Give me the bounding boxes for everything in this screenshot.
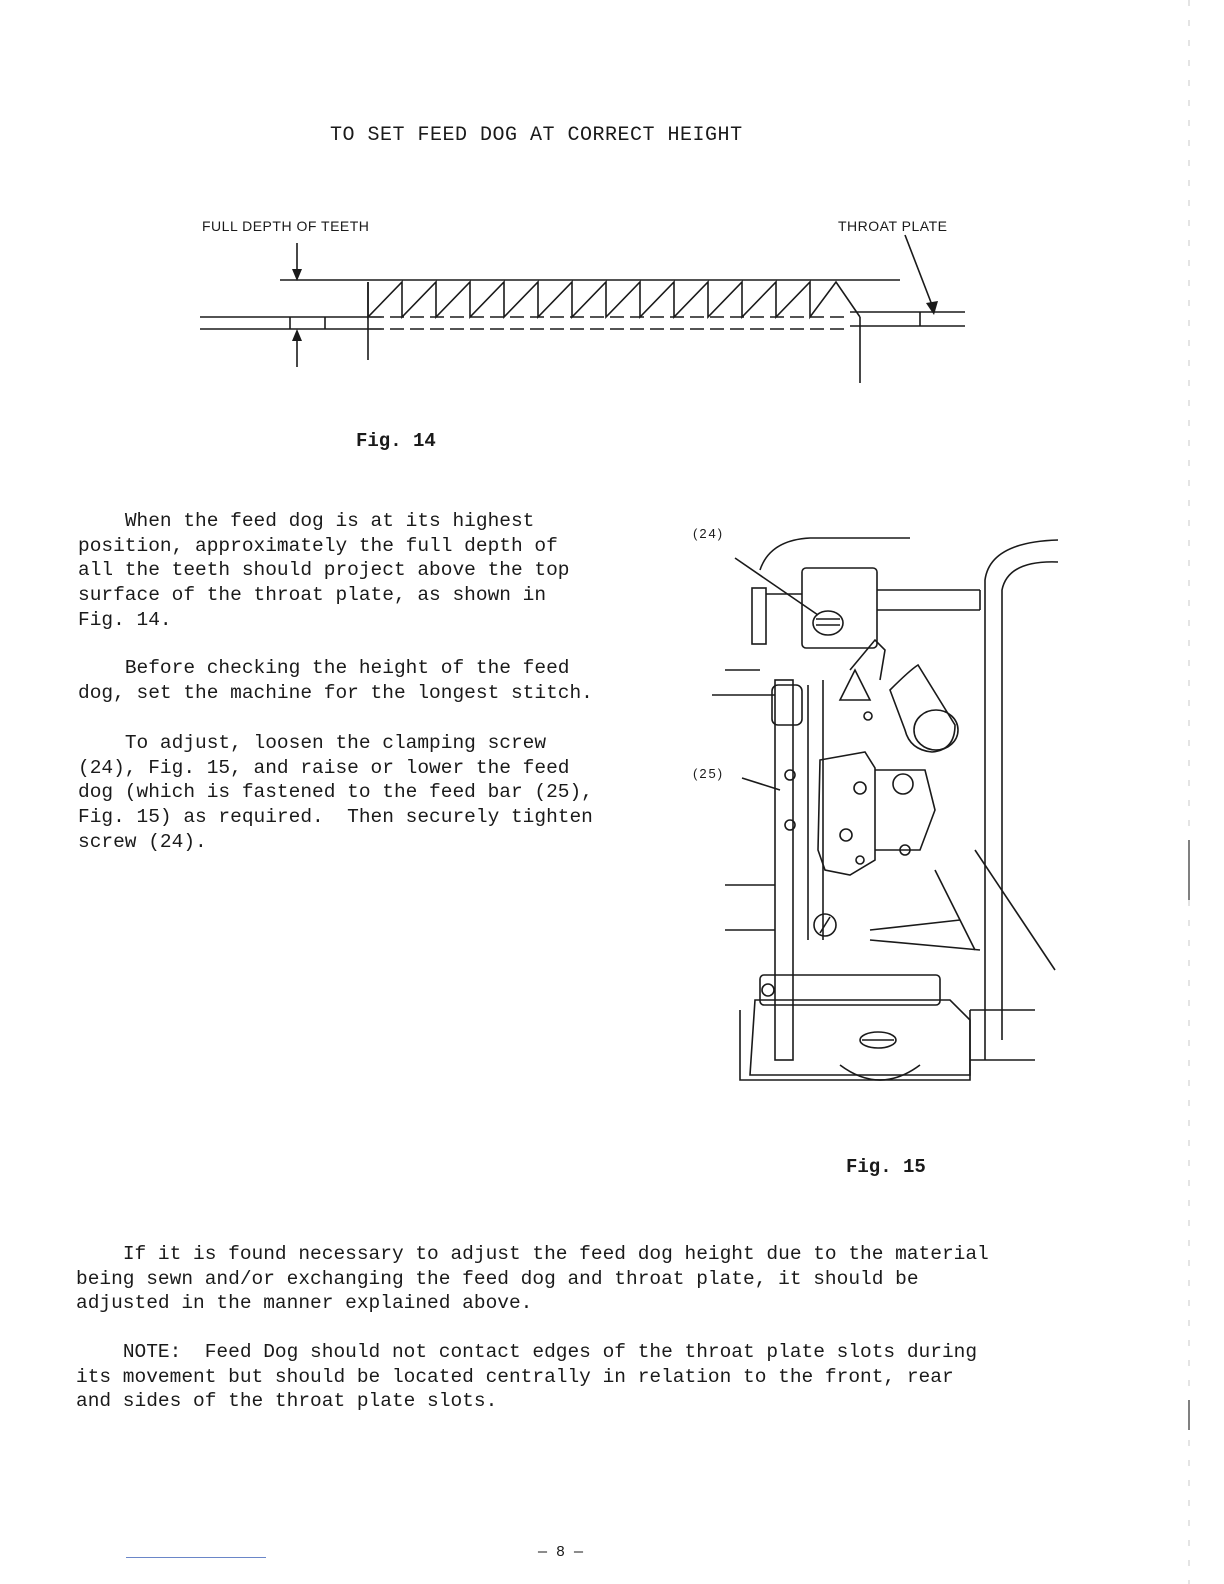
page-title: TO SET FEED DOG AT CORRECT HEIGHT [330,124,743,147]
paragraph-to-adjust: To adjust, loosen the clamping screw (24), Fig. 15, and raise or lower the feed dog (which is fastened to the feed bar (25), Fig. 15) as required. Then securely tighten screw (24). [78,732,593,853]
callout-25: (25) [693,766,725,781]
throat-plate-label: THROAT PLATE [838,218,948,234]
footer-rule [126,1557,266,1558]
callout-24: (24) [693,526,725,541]
paragraph-if-necessary: If it is found necessary to adjust the feed dog height due to the material being sewn and/or exchanging the feed dog and throat plate, it should be adjusted in the manner explained above. [76,1243,989,1315]
page-number: — 8 — [538,1544,584,1561]
paragraph-before-checking: Before checking the height of the feed dog, set the machine for the longest stitch. [78,657,593,704]
fig14-caption: Fig. 14 [356,430,436,452]
paragraph-note: NOTE: Feed Dog should not contact edges of the throat plate slots during its movement but should be located centrally in relation to the front, rear and sides of the throat plate slots. [76,1341,978,1413]
fig15-caption: Fig. 15 [846,1156,926,1178]
fig15-diagram [690,520,1060,1100]
paragraph-highest-position: When the feed dog is at its highest position, approximately the full depth of all the teeth should project above the top surface of the throat plate, as shown in Fig. 14. [78,510,570,631]
full-depth-label: FULL DEPTH OF TEETH [202,218,370,234]
scan-edge [1183,0,1203,1584]
